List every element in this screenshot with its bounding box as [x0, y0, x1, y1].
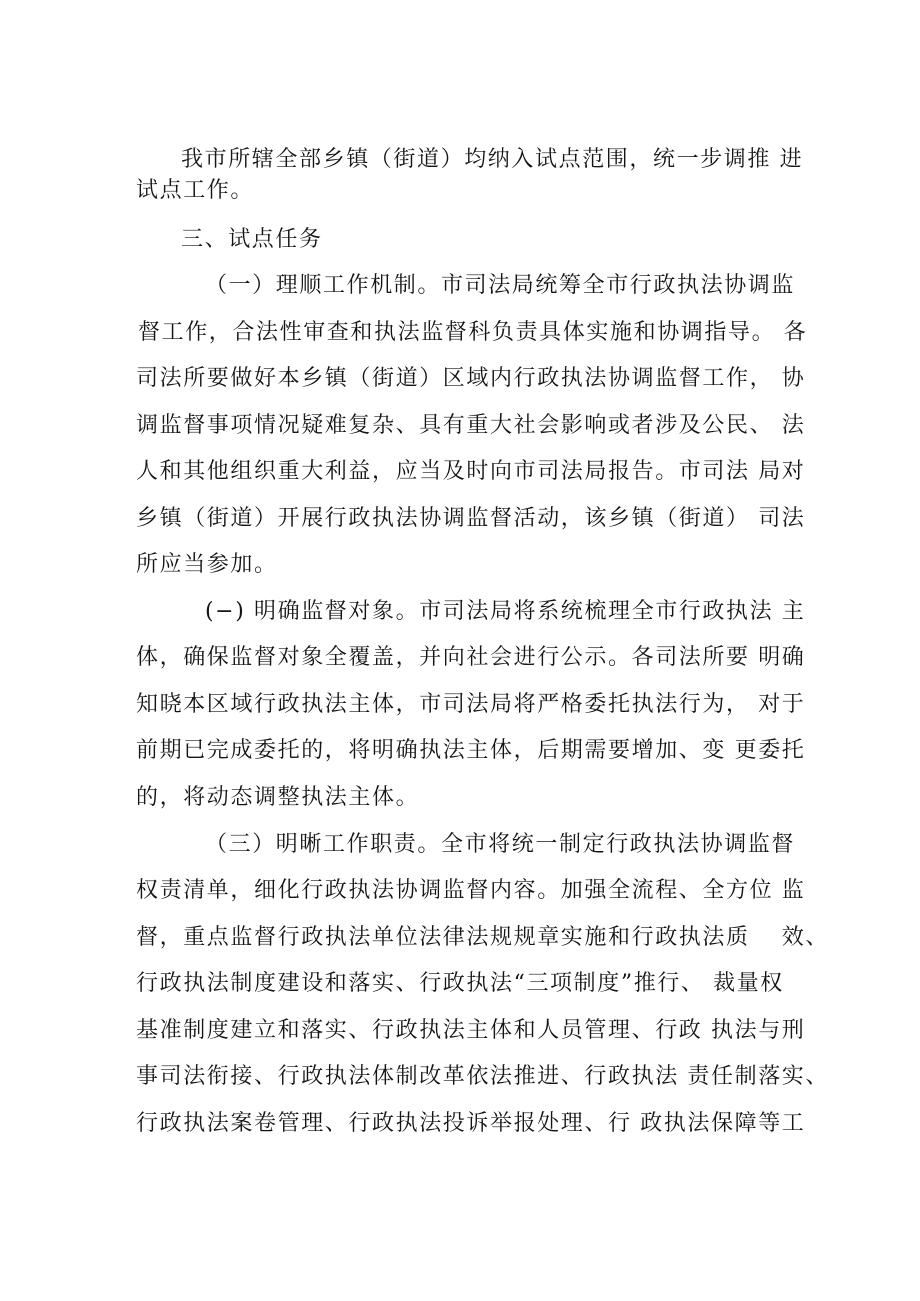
paragraph-line: 试点工作。 — [136, 178, 255, 203]
paragraph-line: (−) 明确监督对象。市司法局将系统梳理全市行政执法 主 — [205, 599, 806, 624]
paragraph-line: 督，重点监督行政执法单位法律法规规章实施和行政执法质 效、 — [136, 925, 829, 950]
paragraph-line: 知晓本区域行政执法主体，市司法局将严格委托执法行为， 对于 — [136, 692, 806, 717]
paragraph-line: 事司法衔接、行政执法体制改革依法推进、行政执法 责任制落实、 — [136, 1064, 829, 1089]
section-heading: 三、试点任务 — [181, 227, 323, 252]
paragraph-line: 乡镇（街道）开展行政执法协调监督活动，该乡镇（街道） 司法 — [136, 506, 806, 531]
paragraph-line: 基准制度建立和落实、行政执法主体和人员管理、行政 执法与刑 — [136, 1018, 806, 1043]
paragraph-line: 我市所辖全部乡镇（街道）均纳入试点范围，统一步调推 进 — [181, 147, 804, 172]
paragraph-line: 前期已完成委托的，将明确执法主体，后期需要增加、变 更委托 — [136, 738, 806, 763]
paragraph-line: （三）明晰工作职责。全市将统一制定行政执法协调监督 — [205, 832, 796, 857]
paragraph-line: 司法所要做好本乡镇（街道）区域内行政执法协调监督工作， 协 — [136, 366, 806, 391]
paragraph-line: 调监督事项情况疑难复杂、具有重大社会影响或者涉及公民、 法 — [136, 413, 806, 438]
paragraph-line: 行政执法案卷管理、行政执法投诉举报处理、行 政执法保障等工 — [136, 1111, 806, 1136]
paragraph-line: 的，将动态调整执法主体。 — [136, 785, 420, 810]
paragraph-line: （一）理顺工作机制。市司法局统筹全市行政执法协调监 — [205, 273, 796, 298]
paragraph-line: 督工作，合法性审查和执法监督科负责具体实施和协调指导。 各 — [138, 320, 808, 345]
paragraph-line: 体，确保监督对象全覆盖，并向社会进行公示。各司法所要 明确 — [136, 645, 806, 670]
paragraph-line: 权责清单，细化行政执法协调监督内容。加强全流程、全方位 监 — [136, 878, 806, 903]
paragraph-line: 人和其他组织重大利益，应当及时向市司法局报告。市司法 局对 — [136, 459, 806, 484]
paragraph-line: 所应当参加。 — [136, 552, 278, 577]
paragraph-line: 行政执法制度建设和落实、行政执法“三项制度”推行、 裁量权 — [136, 971, 784, 996]
